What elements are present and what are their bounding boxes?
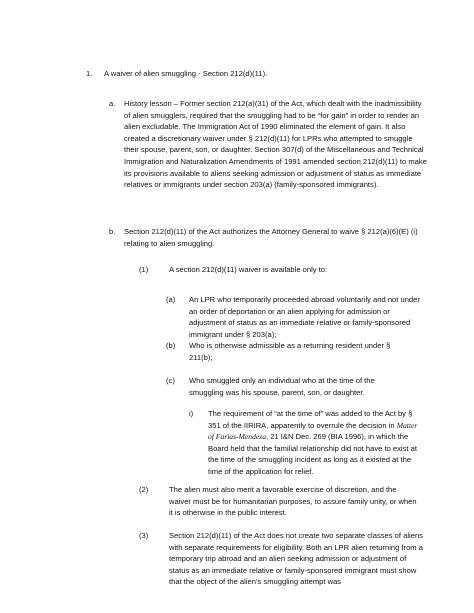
item-b1b-label: (b) xyxy=(166,341,176,350)
case-citation: Matter of Farias-Mendeza xyxy=(208,420,418,442)
item-b-label: b. xyxy=(109,227,116,236)
item-a-label: a. xyxy=(109,99,116,108)
item-b3-paragraph: Section 212(d)(11) of the Act does not create two separate classes of aliens with separate requirements for eligibility. Both an LPR alien returning from a temporary trip abroad and an alien seeking admission or adjustment of status as an immediate relative or family-sponsored immigrant must show that the object of the alien’s smuggling attempt was xyxy=(169,531,423,587)
item-b2-label: (2) xyxy=(139,485,149,494)
item-b2-paragraph: The alien must also merit a favorable exercise of discretion, and the waiver must be for humanitarian purposes, to assure family unity, or when it is otherwise in the public interest. xyxy=(169,485,417,518)
item-b1c-label: (c) xyxy=(166,376,175,385)
item-b1ci-text-before: The requirement of “at the time of” was added to the Act by § 351 of the IIRIRA, apparently to overrule the decision in xyxy=(208,409,413,430)
item-b1ci-paragraph xyxy=(208,408,420,478)
item-b1-label: (1) xyxy=(139,265,149,274)
item-b-paragraph: Section 212(d)(11) of the Act authorizes the Attorney General to waive § 212(a)(6)(E) (i) relating to alien smuggling. xyxy=(124,227,418,248)
item-b1a-paragraph: An LPR who temporarily proceeded abroad voluntarily and not under an order of deportation or an alien applying for admission or adjustment of status as an immediate relative or family-sponsored immigrant under § 203(a); xyxy=(189,295,420,339)
item-b1c-paragraph: Who smuggled only an individual who at the time of the smuggling was his spouse, parent, son, or daughter. xyxy=(189,376,375,397)
item-b1-paragraph: A section 212(d)(11) waiver is available only to: xyxy=(169,265,328,274)
item-b1ci-text-after: , 21 I&N Dec. 269 (BIA 1996), in which the Board held that the familial relationship did not have to exist at the time of the smuggling incident as long as it existed at the time of the application for relief. xyxy=(208,432,417,476)
item-b1a-label: (a) xyxy=(166,295,176,304)
item-1-heading: A waiver of alien smuggling - Section 212(d)(11). xyxy=(104,69,268,78)
item-1-label: 1. xyxy=(86,69,93,78)
item-b1ci-label: i) xyxy=(189,409,194,418)
item-b3-label: (3) xyxy=(139,531,149,540)
item-b1b-paragraph: Who is otherwise admissible as a returning resident under § 211(b); xyxy=(189,341,391,362)
item-a-paragraph: History lesson – Former section 212(a)(31) of the Act, which dealt with the inadmissibility of alien smugglers, required that the smuggling had to be “for gain” in order to render an alien excludable. The Immigration Act of 1990 eliminated the element of gain. It also created a discretionary waiver under § 212(d)(11) for LPRs who attempted to smuggle their spouse, parent, son, or daughter. Section 307(d) of the Miscellaneous and Technical Immigration and Naturalization Amendments of 1991 amended section 212(d)(11) to make its provisions available to aliens seeking admission or adjustment of status as immediate relatives or immigrants under section 203(a) (family-sponsored immigrants). xyxy=(124,99,427,190)
